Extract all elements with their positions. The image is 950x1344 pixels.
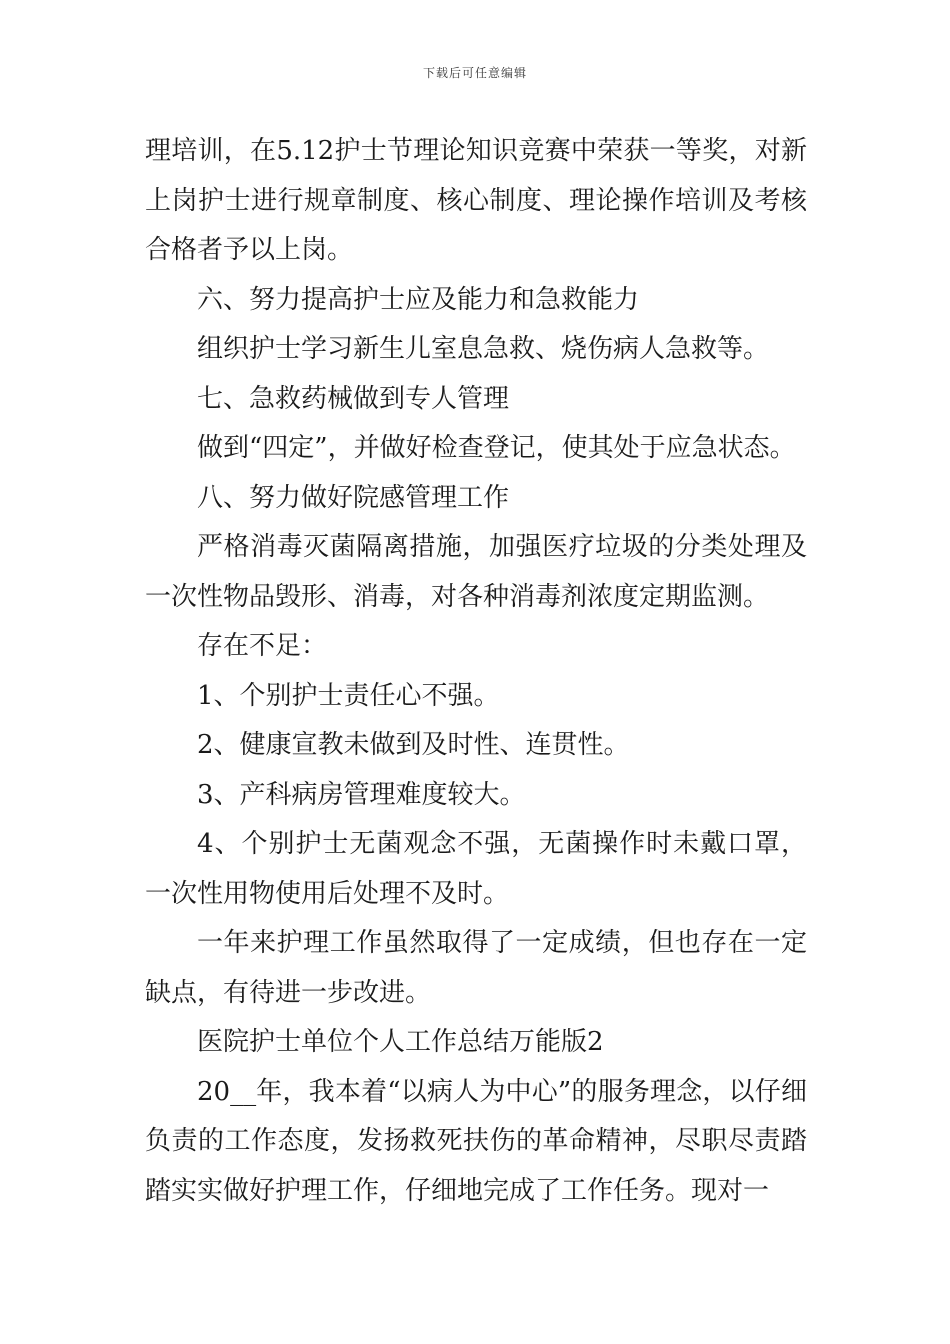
paragraph-5: 一年来护理工作虽然取得了一定成绩，但也存在一定缺点，有待进一步改进。	[145, 928, 807, 1008]
paragraph-3: 做到“四定”，并做好检查登记，使其处于应急状态。	[197, 433, 796, 463]
shortcoming-item-4: 4、个别护士无菌观念不强，无菌操作时未戴口罩，一次性用物使用后处理不及时。	[145, 829, 807, 909]
paragraph-1: 理培训，在5.12护士节理论知识竞赛中荣获一等奖，对新上岗护士进行规章制度、核心制度、理论操作培训及考核合格者予以上岗。	[145, 136, 807, 265]
section-heading-8: 八、努力做好院感管理工作	[197, 482, 510, 513]
section-heading-7: 七、急救药械做到专人管理	[197, 383, 510, 414]
document-body	[145, 127, 807, 1216]
shortcoming-item-3: 3、产科病房管理难度较大。	[197, 779, 526, 810]
paragraph-6: 20__年，我本着“以病人为中心”的服务理念，以仔细负责的工作态度，发扬救死扶伤的革命精神，尽职尽责踏踏实实做好护理工作，仔细地完成了工作任务。现对一	[145, 1076, 807, 1206]
shortcoming-item-2: 2、健康宣教未做到及时性、连贯性。	[197, 730, 630, 760]
paragraph-2: 组织护士学习新生儿室息急救、烧伤病人急救等。	[197, 334, 770, 364]
document-title-2: 医院护士单位个人工作总结万能版2	[197, 1027, 604, 1057]
page-header: 下载后可任意编辑	[422, 66, 527, 80]
section-heading-6: 六、努力提高护士应及能力和急救能力	[197, 284, 640, 315]
shortcomings-heading: 存在不足：	[197, 631, 328, 661]
shortcoming-item-1: 1、个别护士责任心不强。	[197, 680, 500, 711]
paragraph-4: 严格消毒灭菌隔离措施，加强医疗垃圾的分类处理及一次性物品毁形、消毒，对各种消毒剂浓度定期监测。	[145, 532, 807, 612]
